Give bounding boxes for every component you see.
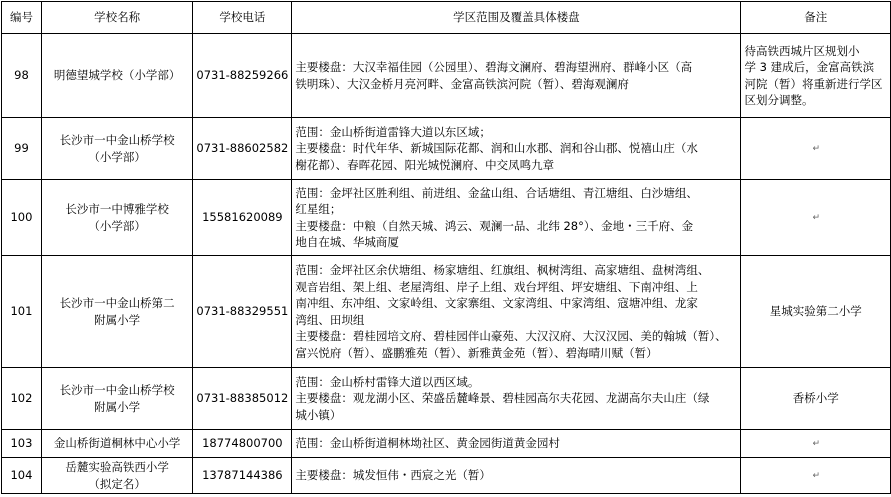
header-row <box>2 2 891 34</box>
district-scope <box>292 458 741 494</box>
district-scope-line: 观音岩组、架上组、老屋湾组、岸子上组、戏台坪组、坪安塘组、下南冲组、上 <box>295 279 698 294</box>
district-scope-line: 红星组； <box>295 202 342 216</box>
header-school-name: 学校名称 <box>41 2 192 34</box>
header-remarks: 备注 <box>741 2 891 34</box>
district-scope-line: 范围：金山桥街道桐林坳社区、黄金园街道黄金园村 <box>295 436 560 451</box>
remark <box>741 430 891 458</box>
district-scope-line: 主要楼盘：中粮（自然天城、鸿云、观澜一品、北纬 28°）、金地・三千府、金 <box>295 218 694 233</box>
remark-line: 香桥小学 <box>792 391 839 406</box>
district-scope <box>292 180 741 256</box>
table-row <box>2 34 891 118</box>
district-scope-line: 南冲组、东冲组、文家岭组、文家寨组、文家湾组、中家湾组、寇塘冲组、龙家 <box>295 296 698 310</box>
remark-line: 学 3 建成后，金富高铁滨 <box>744 60 875 74</box>
remark-line: 河院（暂）将重新进行学区 <box>744 76 883 91</box>
school-name-line: 明德望城学校（小学部） <box>53 68 181 83</box>
district-scope-line: 范围：金坪社区余伏塘组、杨家塘组、红旗组、枫树湾组、高家塘组、盘树湾组、 <box>295 263 710 277</box>
school-phone: 0731-88385012 <box>193 368 292 430</box>
header-school-phone: 学校电话 <box>193 2 292 34</box>
paragraph-mark-icon: ↵ <box>812 439 820 450</box>
table-row <box>2 118 891 180</box>
school-name-line: （小学部） <box>88 218 146 233</box>
district-scope <box>292 368 741 430</box>
district-scope-line: 榭花都）、春晖花园、阳光城悦澜府、中交凤鸣九章 <box>295 157 555 172</box>
remark-line: 星城实验第二小学 <box>769 304 862 319</box>
table-row <box>2 368 891 430</box>
remark <box>741 118 891 180</box>
school-name <box>41 180 192 256</box>
remark <box>741 180 891 256</box>
school-name-line: 附属小学 <box>94 312 141 327</box>
district-scope-line: 范围：金山桥村雷锋大道以西区域。 <box>295 374 480 389</box>
school-name-line: 长沙市一中金山桥学校 <box>59 133 175 147</box>
school-number: 100 <box>2 180 42 256</box>
school-number: 102 <box>2 368 42 430</box>
district-scope-line: 主要楼盘：时代年华、新城国际花都、润和山水郡、润和谷山郡、悦禧山庄（水 <box>295 141 698 156</box>
table-row <box>2 256 891 368</box>
school-phone: 0731-88259266 <box>193 34 292 118</box>
remark <box>741 34 891 118</box>
district-scope <box>292 34 741 118</box>
paragraph-mark-icon: ↵ <box>812 144 820 155</box>
district-scope-line: 主要楼盘：城发恒伟・西宸之光（暂） <box>295 468 491 483</box>
table-body <box>2 34 891 494</box>
school-phone: 18774800700 <box>193 430 292 458</box>
table-row <box>2 458 891 494</box>
district-scope <box>292 430 741 458</box>
school-name <box>41 430 192 458</box>
school-number: 101 <box>2 256 42 368</box>
school-name-line: （拟定名） <box>88 476 146 491</box>
district-scope-line: 主要楼盘：碧桂园培文府、碧桂园伴山豪苑、大汉汉府、大汉汉园、美的翰城（暂）、 <box>295 329 727 343</box>
school-name-line: 长沙市一中金山桥第二 <box>59 296 175 310</box>
remark <box>741 458 891 494</box>
table-row <box>2 180 891 256</box>
district-scope-line: 城小镇） <box>295 407 342 422</box>
school-number: 103 <box>2 430 42 458</box>
school-phone: 0731-88329551 <box>193 256 292 368</box>
district-scope-line: 富兴悦府（暂）、盛鹏雅苑（暂）、新雅黄金苑（暂）、碧海晴川赋（暂） <box>295 345 658 360</box>
school-district-table <box>1 1 891 494</box>
school-phone: 13787144386 <box>193 458 292 494</box>
school-name <box>41 118 192 180</box>
school-name-line: （小学部） <box>88 149 146 164</box>
district-scope-line: 主要楼盘：观龙湖小区、荣盛岳麓峰景、碧桂园高尔夫花园、龙湖高尔夫山庄（绿 <box>295 391 710 406</box>
district-scope-line: 范围：金山桥街道雷锋大道以东区域； <box>295 124 491 139</box>
district-scope <box>292 256 741 368</box>
school-name-line: 附属小学 <box>94 399 141 414</box>
school-name-line: 长沙市一中博雅学校 <box>65 202 169 216</box>
school-name-line: 金山桥街道桐林中心小学 <box>53 436 181 451</box>
school-number: 99 <box>2 118 42 180</box>
school-name <box>41 458 192 494</box>
district-scope-line: 铁明珠）、大汉金桥月亮河畔、金富高铁滨河院（暂）、碧海观澜府 <box>295 76 629 91</box>
district-scope-line: 地自在城、华城商厦 <box>295 235 399 249</box>
district-scope-line: 主要楼盘：大汉幸福佳园（公园里）、碧海文澜府、碧海望洲府、群峰小区（高 <box>295 60 693 74</box>
district-scope <box>292 118 741 180</box>
header-number: 编号 <box>2 2 42 34</box>
header-district-scope: 学区范围及覆盖具体楼盘 <box>292 2 741 34</box>
school-name <box>41 256 192 368</box>
school-name-line: 岳麓实验高铁西小学 <box>65 460 169 474</box>
table-row <box>2 430 891 458</box>
school-number: 104 <box>2 458 42 494</box>
school-number: 98 <box>2 34 42 118</box>
remark <box>741 368 891 430</box>
school-phone: 15581620089 <box>193 180 292 256</box>
school-name-line: 长沙市一中金山桥学校 <box>59 383 175 397</box>
district-scope-line: 范围：金坪社区胜利组、前进组、金盆山组、合话塘组、青江塘组、白沙塘组、 <box>295 185 698 200</box>
remark-line: 待高铁西城片区规划小 <box>744 43 860 58</box>
school-name <box>41 368 192 430</box>
district-scope-line: 湾组、田坝组 <box>295 312 365 327</box>
paragraph-mark-icon: ↵ <box>812 471 820 482</box>
school-name <box>41 34 192 118</box>
school-phone: 0731-88602582 <box>193 118 292 180</box>
remark <box>741 256 891 368</box>
remark-line: 区划分调整。 <box>744 93 814 107</box>
paragraph-mark-icon: ↵ <box>812 213 820 224</box>
